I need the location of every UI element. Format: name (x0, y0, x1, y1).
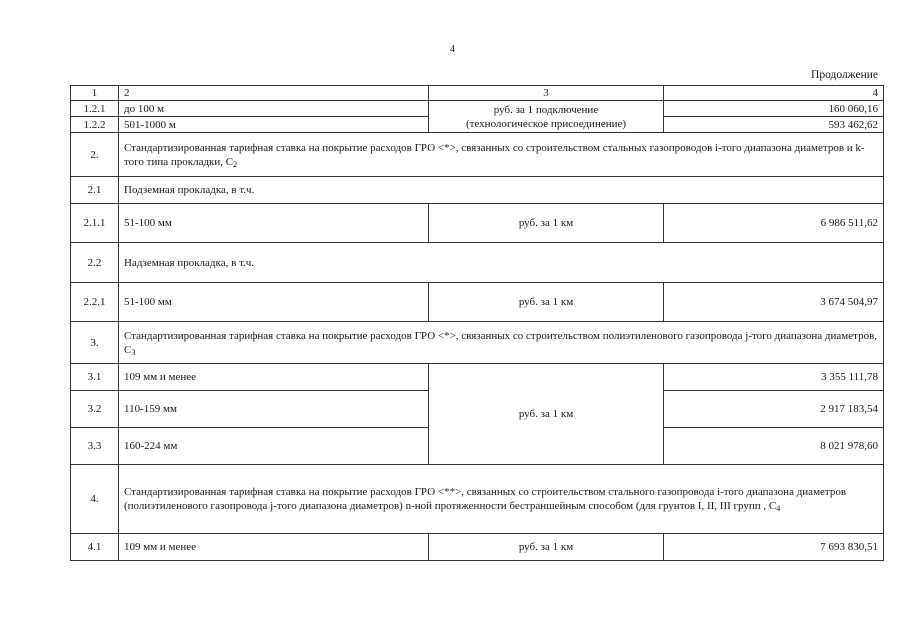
table-row (71, 364, 884, 391)
unit-line: руб. за 1 подключение (493, 103, 599, 116)
row-value: 8 021 978,60 (664, 428, 884, 465)
table-row (71, 243, 884, 283)
row-value: 3 674 504,97 (664, 283, 884, 322)
row-number: 2.1 (71, 177, 119, 204)
section-subscript: 3 (131, 347, 136, 357)
header-cell: 3 (429, 86, 664, 101)
row-name: 110-159 мм (119, 391, 429, 428)
section-description (119, 465, 884, 534)
section-text: Стандартизированная тарифная ставка на покрытие расходов ГРО <*>, связанных со строительством полиэтиленового газопровода j-того диапазона диаметров, C (124, 329, 878, 356)
row-value: 3 355 111,78 (664, 364, 884, 391)
row-number: 3.3 (71, 428, 119, 465)
unit-cell: руб. за 1 км (429, 283, 664, 322)
row-value: 6 986 511,62 (664, 204, 884, 243)
row-name: 51-100 мм (119, 204, 429, 243)
row-name: 160-224 мм (119, 428, 429, 465)
row-name: 109 мм и менее (119, 364, 429, 391)
row-number: 4. (71, 465, 119, 534)
section-text: Стандартизированная тарифная ставка на покрытие расходов ГРО <**>, связанных со строительством стального газопровода i-того диапазона диаметров (полиэтиленового газопровода j-того диапазона диаметров) n-ной протяженности бестраншейным способом (для грунтов I, II, III групп , C (124, 486, 847, 512)
row-number: 4.1 (71, 534, 119, 561)
row-number: 2. (71, 133, 119, 177)
section-text: Стандартизированная тарифная ставка на покрытие расходов ГРО <*>, связанных со строительством стальных газопроводов i-того диапазона диаметров и k-того типа прокладки, C (124, 141, 865, 168)
header-cell: 2 (119, 86, 429, 101)
table-row (71, 101, 884, 117)
row-number: 1.2.2 (71, 117, 119, 133)
table-row (71, 283, 884, 322)
row-number: 3.2 (71, 391, 119, 428)
row-number: 2.2 (71, 243, 119, 283)
row-value: 160 060,16 (664, 101, 884, 117)
unit-cell: руб. за 1 км (429, 204, 664, 243)
tariff-table (70, 85, 884, 561)
row-value: 593 462,62 (664, 117, 884, 133)
unit-cell: руб. за 1 км (429, 534, 664, 561)
section-row (71, 465, 884, 534)
section-row (71, 133, 884, 177)
row-name: 501-1000 м (119, 117, 429, 133)
row-name: Подземная прокладка, в т.ч. (119, 177, 884, 204)
table-row (71, 534, 884, 561)
section-subscript: 2 (233, 159, 238, 169)
continuation-label: Продолжение (811, 69, 878, 81)
row-number: 2.1.1 (71, 204, 119, 243)
table-row (71, 177, 884, 204)
section-description (119, 133, 884, 177)
row-number: 3. (71, 322, 119, 364)
header-cell: 1 (71, 86, 119, 101)
row-value: 2 917 183,54 (664, 391, 884, 428)
section-description (119, 322, 884, 364)
row-name: 109 мм и менее (119, 534, 429, 561)
row-value: 7 693 830,51 (664, 534, 884, 561)
row-name: 51-100 мм (119, 283, 429, 322)
unit-line: (технологическое присоединение) (465, 117, 627, 130)
unit-cell (429, 101, 664, 133)
section-subscript: 4 (776, 504, 781, 513)
page-number: 4 (450, 44, 455, 55)
row-name: до 100 м (119, 101, 429, 117)
table-row (71, 204, 884, 243)
unit-cell: руб. за 1 км (429, 364, 664, 465)
row-name: Надземная прокладка, в т.ч. (119, 243, 884, 283)
header-cell: 4 (664, 86, 884, 101)
header-row (71, 86, 884, 101)
section-row (71, 322, 884, 364)
row-number: 3.1 (71, 364, 119, 391)
row-number: 2.2.1 (71, 283, 119, 322)
row-number: 1.2.1 (71, 101, 119, 117)
